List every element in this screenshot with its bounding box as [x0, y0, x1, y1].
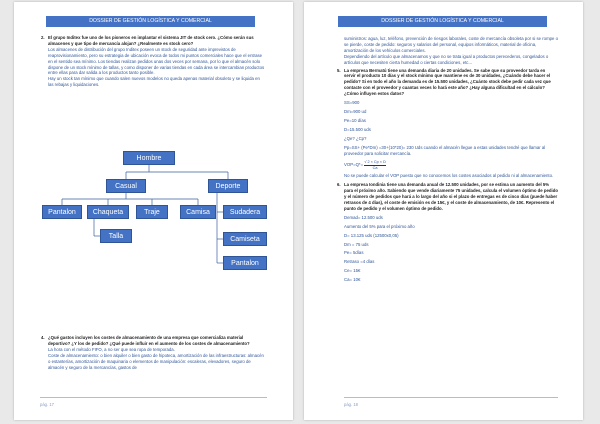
solution-line: D=15.500 uds	[344, 126, 371, 132]
question-number: 6.	[337, 182, 341, 188]
tree-node-pantalon: Pantalon	[42, 205, 82, 219]
answer-text: Coste de almacenamiento: o bien alquiler o bien gasto de hipoteca, amortización de las infraestructuras: almacén o estanterías, amortización de maquinaria o elementos de manipulación: escaleras, elevadores, seguro de almacén y seguro de la mercancías, gastos de	[48, 352, 264, 370]
solution-line: Aumento del 5% para el próximo año	[344, 223, 415, 229]
tree-node-pantalon-deporte: Pantalon	[223, 256, 267, 270]
formula-numerator: √ 2 × Cp × D	[364, 160, 386, 165]
footer-rule	[344, 397, 558, 398]
tree-node-traje: Traje	[136, 205, 168, 219]
question-number: 5.	[337, 67, 341, 73]
tree-node-camisa: Camisa	[180, 205, 216, 219]
solution-line: Ce= 15€	[344, 268, 361, 274]
solution-line: Retraso =4 días	[344, 259, 375, 265]
answer-text: Dependiendo del artículo que almacenamos y que no se trata igual a productos perecederos, congelados o artículos que necesiten cierta humedad o ciertas condiciones, etc...	[344, 53, 549, 65]
solution-line: Demad= 12.500 uds	[344, 214, 383, 220]
solution-line: Pe= 5días	[344, 250, 364, 256]
solution-line: Pe=10 días	[344, 117, 366, 123]
page-header: DOSSIER DE GESTIÓN LOGÍSTICA Y COMERCIAL	[46, 16, 255, 27]
solution-line: SS=900	[344, 100, 360, 106]
question-4	[41, 335, 266, 370]
tree-node-chaqueta: Chaqueta	[87, 205, 129, 219]
solution-line: Ca= 10€	[344, 277, 361, 283]
question-number: 2.	[41, 35, 45, 40]
solution-line: Dm = 75 uds	[344, 241, 369, 247]
answer-text: suministros: agua, luz, teléfono, prevención de riesgos laborales, coste de mercancía obsoleta por si se rompe o se pierde, coste de pedido: seguros y salarios del personal, equipos informáticos, material de oficina, amortización de los vehículos comerciales.	[344, 36, 559, 53]
formula-fraction	[364, 160, 386, 170]
footer-rule	[40, 397, 267, 398]
solution-line: ¿Qe? ¿Cp?	[344, 135, 367, 141]
page-left	[14, 2, 293, 420]
tree-node-camiseta: Camiseta	[223, 232, 267, 246]
formula-denominator: Ca	[364, 165, 386, 171]
formula-label: VOP=Q*=	[344, 162, 364, 168]
page-right	[304, 2, 583, 420]
question-6	[337, 182, 558, 212]
question-text: La empresa Iondinia tiene una demanda anual de 12.500 unidades, por se estima un aumento del 5% para el próximo año. Sabiendo que vende diariamente 75 unidades, calcula el volumen óptimo de pedido y el número de pedidos que hará a lo largo del año si el plazo de entregas es de cinco días (puede haber retrasos de 4 días), el coste de emisión es de 15€, y el coste de almacenamiento, de 10€. Represento el punto de pedido y el volumen óptimo de pedido.	[344, 182, 558, 211]
question-5	[337, 67, 558, 98]
answer-text: La hora con el método FIFO, a no ser que sea ropa de temporada.	[48, 346, 175, 352]
tree-node-sudadera: Sudadera	[223, 205, 267, 219]
page-number: pág. 17	[40, 402, 54, 407]
answer-text: Los almacenes de distribución del grupo Inditex poseen un stock de seguridad ante imprevistos de reaprovisionamiento, pero su estrategia de ubicación evoca de todos mi puntos comerciales hace que el entrase en el sentido sea mínimo. Los tiendas realizan pedidos unas dos veces por semana, por lo que el almacén solo dispone de un stock mínimo de tallas, y como disponer de varias tiendas en cada área se intercambian productos entre ellas para dar salida a los productos tanto posible.	[48, 46, 265, 76]
tree-node-casual: Casual	[106, 179, 146, 193]
solution-line: Dm=900 ud	[344, 108, 367, 114]
tree-node-deporte: Deporte	[208, 179, 248, 193]
tree-node-root: Hombre	[123, 151, 175, 165]
eoq-formula	[344, 160, 558, 170]
solution-line: D= 13.125 uds (12500x0,05)	[344, 232, 399, 238]
solution-line: Pp=SS+ (Pe*Dm) =30+(10*20)= 230 Uds cuando el almacén llegue a estas unidades tendré que llamar al proveedor para solicitar mercancía.	[344, 144, 546, 156]
question-text: El grupo Inditex fue uno de los pioneros en implantar el sistema JIT de stock cero. ¿Cómo serán sus almacenes y que tipo de mercancía alojan? ¿Realmente es stock cero?	[48, 35, 254, 46]
question-number: 4.	[41, 335, 45, 340]
tree-node-talla: Talla	[100, 229, 132, 243]
question-text: La empresa Bermatú tiene una demanda diaria de 20 unidades. Se sabe que su proveedor tarda en servir el producto 10 días y el stock mínimo que mantiene es de 30 unidades, ¿Cuándo debe hacer el pedido? Si en todo el año la demanda es de 15.500 unidades, ¿Cuánto stock debe pedir cada vez que contacte con el proveedor y cuantas veces lo hará este año? ¿Hay alguna dificultad en el cálculo? ¿Cómo influyen estos datos?	[344, 67, 551, 97]
solution-line: No se puede calcular el VOP puesto que no conocemos los costes asociados al pedido ni al almacenamiento.	[344, 173, 554, 179]
right-content	[337, 36, 559, 283]
answer-text: Hay un stock tan mínimo que cuando salen nuevos modelos no queda apenas material obsoleto y se liquida en las rebajas y liquidaciones.	[48, 76, 260, 88]
page-header: DOSSIER DE GESTIÓN LOGÍSTICA Y COMERCIAL	[338, 16, 547, 27]
page-number: pág. 18	[344, 402, 358, 407]
question-text: ¿Qué gastos incluyen los costes de almacenamiento de una empresa que comercializa material deportivo? ¿Y los de pedido? ¿Qué puede influir en el aumento de los costes de almacenamiento?	[48, 335, 250, 346]
